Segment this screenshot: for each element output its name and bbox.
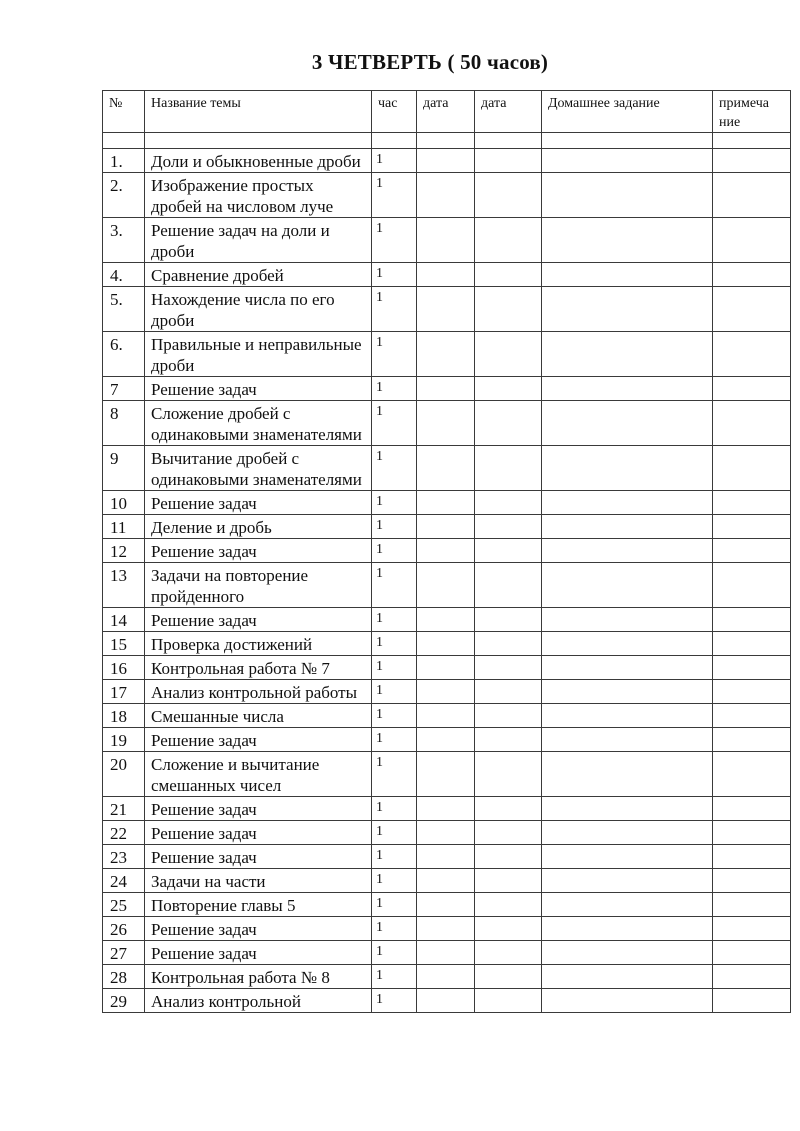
lesson-homework [542, 941, 713, 965]
lesson-date-1 [417, 173, 475, 218]
lesson-date-2 [475, 149, 542, 173]
lesson-hours: 1 [372, 632, 417, 656]
lesson-homework [542, 845, 713, 869]
header-hours: час [372, 91, 417, 133]
lesson-date-1 [417, 704, 475, 728]
lesson-note [713, 377, 791, 401]
lesson-date-1 [417, 797, 475, 821]
lesson-homework [542, 332, 713, 377]
lesson-date-2 [475, 797, 542, 821]
lesson-date-2 [475, 446, 542, 491]
lesson-date-1 [417, 446, 475, 491]
lesson-date-2 [475, 608, 542, 632]
lesson-topic: Доли и обыкновенные дроби [145, 149, 372, 173]
table-row [103, 752, 791, 797]
table-row [103, 941, 791, 965]
lesson-topic: Задачи на повторение пройденного [145, 563, 372, 608]
lesson-date-1 [417, 491, 475, 515]
lesson-number: 17 [103, 680, 145, 704]
lesson-date-1 [417, 539, 475, 563]
spacer-cell [103, 133, 145, 149]
lesson-number: 8 [103, 401, 145, 446]
lesson-note [713, 752, 791, 797]
lesson-hours: 1 [372, 539, 417, 563]
lesson-topic: Решение задач [145, 608, 372, 632]
lesson-homework [542, 797, 713, 821]
table-row [103, 608, 791, 632]
lesson-homework [542, 446, 713, 491]
lesson-date-1 [417, 752, 475, 797]
lesson-date-2 [475, 515, 542, 539]
table-row [103, 917, 791, 941]
table-row [103, 218, 791, 263]
table-row [103, 287, 791, 332]
lesson-hours: 1 [372, 752, 417, 797]
lesson-number: 16 [103, 656, 145, 680]
lesson-topic: Задачи на части [145, 869, 372, 893]
lesson-hours: 1 [372, 491, 417, 515]
lesson-hours: 1 [372, 797, 417, 821]
lesson-homework [542, 377, 713, 401]
table-row [103, 149, 791, 173]
lesson-date-1 [417, 332, 475, 377]
header-note: примеча ние [713, 91, 791, 133]
table-row [103, 632, 791, 656]
header-number: № [103, 91, 145, 133]
lesson-topic: Вычитание дробей с одинаковыми знаменателями [145, 446, 372, 491]
lesson-number: 7 [103, 377, 145, 401]
lesson-topic: Деление и дробь [145, 515, 372, 539]
lesson-homework [542, 491, 713, 515]
lesson-hours: 1 [372, 869, 417, 893]
lesson-topic: Решение задач [145, 941, 372, 965]
table-row [103, 563, 791, 608]
lesson-number: 24 [103, 869, 145, 893]
lesson-topic: Решение задач [145, 821, 372, 845]
header-date-2: дата [475, 91, 542, 133]
lesson-number: 20 [103, 752, 145, 797]
table-row [103, 989, 791, 1013]
lesson-hours: 1 [372, 149, 417, 173]
lesson-homework [542, 563, 713, 608]
lesson-homework [542, 869, 713, 893]
lesson-date-2 [475, 491, 542, 515]
lesson-homework [542, 218, 713, 263]
lesson-homework [542, 515, 713, 539]
lesson-date-2 [475, 632, 542, 656]
header-date-1: дата [417, 91, 475, 133]
lesson-hours: 1 [372, 218, 417, 263]
lesson-topic: Решение задач [145, 728, 372, 752]
lesson-homework [542, 728, 713, 752]
lesson-date-2 [475, 656, 542, 680]
lesson-topic: Повторение главы 5 [145, 893, 372, 917]
table-row [103, 704, 791, 728]
lesson-date-2 [475, 821, 542, 845]
lesson-note [713, 656, 791, 680]
lesson-date-1 [417, 656, 475, 680]
lesson-date-1 [417, 728, 475, 752]
page-title: 3 ЧЕТВЕРТЬ ( 50 часов) [311, 50, 549, 74]
lesson-homework [542, 287, 713, 332]
lesson-hours: 1 [372, 263, 417, 287]
lesson-note [713, 845, 791, 869]
lesson-topic: Сложение и вычитание смешанных чисел [145, 752, 372, 797]
lesson-homework [542, 401, 713, 446]
table-row [103, 263, 791, 287]
lesson-number: 5. [103, 287, 145, 332]
lesson-date-2 [475, 287, 542, 332]
lesson-note [713, 965, 791, 989]
lesson-topic: Сложение дробей с одинаковыми знаменателями [145, 401, 372, 446]
table-row [103, 845, 791, 869]
lesson-note [713, 149, 791, 173]
lesson-note [713, 446, 791, 491]
lesson-homework [542, 656, 713, 680]
lesson-hours: 1 [372, 656, 417, 680]
lesson-topic: Решение задач [145, 917, 372, 941]
lesson-number: 19 [103, 728, 145, 752]
lesson-topic: Решение задач на доли и дроби [145, 218, 372, 263]
lesson-note [713, 608, 791, 632]
lesson-number: 25 [103, 893, 145, 917]
lesson-hours: 1 [372, 965, 417, 989]
lesson-number: 10 [103, 491, 145, 515]
lesson-topic: Решение задач [145, 797, 372, 821]
lesson-note [713, 401, 791, 446]
lesson-date-2 [475, 173, 542, 218]
lesson-number: 9 [103, 446, 145, 491]
lesson-topic: Изображение простых дробей на числовом луче [145, 173, 372, 218]
table-row [103, 173, 791, 218]
lesson-date-1 [417, 632, 475, 656]
lesson-date-2 [475, 377, 542, 401]
spacer-cell [475, 133, 542, 149]
lesson-date-2 [475, 680, 542, 704]
spacer-cell [145, 133, 372, 149]
lesson-date-1 [417, 917, 475, 941]
lesson-homework [542, 632, 713, 656]
lesson-note [713, 287, 791, 332]
lesson-date-1 [417, 608, 475, 632]
lesson-topic: Анализ контрольной работы [145, 680, 372, 704]
lesson-hours: 1 [372, 608, 417, 632]
lesson-note [713, 632, 791, 656]
lesson-date-1 [417, 680, 475, 704]
lesson-note [713, 941, 791, 965]
lesson-date-1 [417, 869, 475, 893]
lesson-number: 23 [103, 845, 145, 869]
lesson-date-1 [417, 377, 475, 401]
lesson-note [713, 491, 791, 515]
lesson-number: 4. [103, 263, 145, 287]
lesson-note [713, 869, 791, 893]
lesson-number: 26 [103, 917, 145, 941]
lesson-note [713, 917, 791, 941]
lesson-homework [542, 608, 713, 632]
lesson-date-2 [475, 941, 542, 965]
lesson-note [713, 218, 791, 263]
lesson-homework [542, 704, 713, 728]
lesson-note [713, 332, 791, 377]
lesson-date-1 [417, 149, 475, 173]
lesson-hours: 1 [372, 446, 417, 491]
lesson-date-2 [475, 869, 542, 893]
lesson-date-1 [417, 821, 475, 845]
table-header-row [103, 91, 791, 133]
lesson-date-1 [417, 989, 475, 1013]
lesson-date-2 [475, 332, 542, 377]
spacer-cell [713, 133, 791, 149]
lesson-hours: 1 [372, 680, 417, 704]
lesson-topic: Проверка достижений [145, 632, 372, 656]
spacer-row [103, 133, 791, 149]
table-row [103, 515, 791, 539]
table-row [103, 680, 791, 704]
lesson-hours: 1 [372, 332, 417, 377]
lesson-topic: Контрольная работа № 7 [145, 656, 372, 680]
lesson-number: 18 [103, 704, 145, 728]
lesson-date-2 [475, 965, 542, 989]
lesson-number: 13 [103, 563, 145, 608]
lesson-note [713, 515, 791, 539]
lesson-hours: 1 [372, 515, 417, 539]
lesson-note [713, 821, 791, 845]
lesson-date-2 [475, 893, 542, 917]
table-row [103, 893, 791, 917]
lesson-note [713, 728, 791, 752]
lesson-plan-table [102, 90, 791, 1013]
lesson-topic: Контрольная работа № 8 [145, 965, 372, 989]
table-row [103, 869, 791, 893]
lesson-hours: 1 [372, 377, 417, 401]
lesson-topic: Решение задач [145, 539, 372, 563]
header-homework: Домашнее задание [542, 91, 713, 133]
lesson-topic: Решение задач [145, 377, 372, 401]
lesson-date-1 [417, 263, 475, 287]
table-row [103, 491, 791, 515]
lesson-number: 15 [103, 632, 145, 656]
lesson-number: 2. [103, 173, 145, 218]
lesson-note [713, 704, 791, 728]
table-row [103, 539, 791, 563]
table-row [103, 656, 791, 680]
lesson-note [713, 263, 791, 287]
table-row [103, 965, 791, 989]
lesson-date-2 [475, 752, 542, 797]
lesson-hours: 1 [372, 287, 417, 332]
lesson-note [713, 797, 791, 821]
lesson-date-2 [475, 704, 542, 728]
lesson-homework [542, 539, 713, 563]
lesson-hours: 1 [372, 401, 417, 446]
lesson-hours: 1 [372, 563, 417, 608]
lesson-note [713, 563, 791, 608]
lesson-hours: 1 [372, 893, 417, 917]
spacer-cell [542, 133, 713, 149]
lesson-topic: Сравнение дробей [145, 263, 372, 287]
lesson-topic: Смешанные числа [145, 704, 372, 728]
lesson-hours: 1 [372, 941, 417, 965]
lesson-number: 11 [103, 515, 145, 539]
table-row [103, 728, 791, 752]
lesson-hours: 1 [372, 917, 417, 941]
lesson-number: 12 [103, 539, 145, 563]
lesson-date-2 [475, 989, 542, 1013]
lesson-number: 6. [103, 332, 145, 377]
lesson-number: 21 [103, 797, 145, 821]
table-row [103, 797, 791, 821]
table-row [103, 332, 791, 377]
lesson-number: 3. [103, 218, 145, 263]
lesson-homework [542, 752, 713, 797]
lesson-homework [542, 173, 713, 218]
header-topic: Название темы [145, 91, 372, 133]
lesson-date-1 [417, 515, 475, 539]
lesson-note [713, 893, 791, 917]
lesson-topic: Правильные и неправильные дроби [145, 332, 372, 377]
lesson-date-1 [417, 401, 475, 446]
lesson-date-1 [417, 941, 475, 965]
lesson-date-2 [475, 728, 542, 752]
lesson-note [713, 539, 791, 563]
lesson-hours: 1 [372, 173, 417, 218]
lesson-number: 14 [103, 608, 145, 632]
lesson-date-1 [417, 893, 475, 917]
lesson-topic: Анализ контрольной [145, 989, 372, 1013]
lesson-homework [542, 965, 713, 989]
lesson-date-2 [475, 539, 542, 563]
lesson-hours: 1 [372, 728, 417, 752]
spacer-cell [417, 133, 475, 149]
lesson-date-2 [475, 263, 542, 287]
lesson-homework [542, 893, 713, 917]
spacer-cell [372, 133, 417, 149]
lesson-topic: Нахождение числа по его дроби [145, 287, 372, 332]
lesson-date-1 [417, 563, 475, 608]
lesson-note [713, 989, 791, 1013]
lesson-date-1 [417, 845, 475, 869]
lesson-hours: 1 [372, 704, 417, 728]
table-row [103, 446, 791, 491]
table-row [103, 377, 791, 401]
lesson-homework [542, 989, 713, 1013]
lesson-number: 27 [103, 941, 145, 965]
table-row [103, 821, 791, 845]
lesson-hours: 1 [372, 989, 417, 1013]
lesson-number: 22 [103, 821, 145, 845]
lesson-number: 28 [103, 965, 145, 989]
lesson-hours: 1 [372, 821, 417, 845]
lesson-homework [542, 149, 713, 173]
lesson-date-2 [475, 218, 542, 263]
lesson-homework [542, 263, 713, 287]
lesson-date-2 [475, 563, 542, 608]
lesson-number: 29 [103, 989, 145, 1013]
table-row [103, 401, 791, 446]
lesson-homework [542, 680, 713, 704]
lesson-hours: 1 [372, 845, 417, 869]
lesson-topic: Решение задач [145, 845, 372, 869]
lesson-topic: Решение задач [145, 491, 372, 515]
lesson-homework [542, 917, 713, 941]
lesson-date-1 [417, 287, 475, 332]
lesson-number: 1. [103, 149, 145, 173]
lesson-homework [542, 821, 713, 845]
lesson-note [713, 680, 791, 704]
lesson-date-2 [475, 845, 542, 869]
lesson-date-1 [417, 218, 475, 263]
lesson-date-1 [417, 965, 475, 989]
lesson-note [713, 173, 791, 218]
lesson-date-2 [475, 917, 542, 941]
lesson-date-2 [475, 401, 542, 446]
